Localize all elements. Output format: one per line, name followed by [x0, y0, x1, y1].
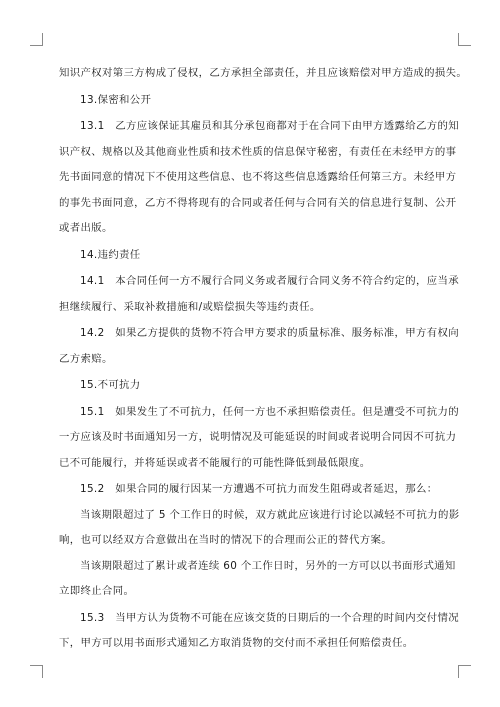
- paragraph-line: 知识产权对第三方构成了侵权，乙方承担全部责任，并且应该赔偿对甲方造成的损失。: [59, 67, 468, 79]
- clause-15-2-line: 当该期限超过了 5 个工作日的时候，双方就此应该进行讨论以减轻不可抗力的影: [80, 508, 460, 521]
- clause-15-1-line: 已不可能履行，并将延误或者不能履行的可能性降低到最低限度。: [59, 456, 371, 469]
- clause-15-3-line: 15.3 当甲方认为货物不可能在应该交货的日期后的一个合理的时间内交付情况: [80, 611, 459, 624]
- clause-15-2-line: 15.2 如果合同的履行因某一方遭遇不可抗力而发生阻碍或者延迟，那么：: [80, 483, 438, 495]
- clause-15-2-line: 立即终止合同。: [59, 585, 135, 597]
- clause-14-2-line: 乙方索赔。: [59, 352, 113, 365]
- crop-mark-bottom-right: [458, 665, 471, 678]
- clause-14-2-line: 14.2 如果乙方提供的货物不符合甲方要求的质量标准、服务标准，甲方有权向: [80, 327, 459, 339]
- section-heading-breach: 14.违约责任: [80, 248, 141, 261]
- clause-15-2-line: 响，也可以经双方合意做出在当时的情况下的合理而公正的替代方案。: [59, 534, 392, 546]
- clause-14-1-line: 14.1 本合同任何一方不履行合同义务或者履行合同义务不符合约定的，应当承: [80, 275, 459, 287]
- crop-mark-bottom-left: [30, 665, 43, 678]
- crop-mark-top-left: [30, 33, 43, 46]
- clause-13-1-line: 或者出版。: [59, 222, 113, 234]
- clause-15-1-line: 15.1 如果发生了不可抗力，任何一方也不承担赔偿责任。但是遭受不可抗力的: [80, 405, 459, 418]
- clause-13-1-line: 识产权、规格以及其他商业性质和技术性质的信息保守秘密，有责任在未经甲方的事: [59, 145, 457, 158]
- clause-13-1-line: 先书面同意的情况下不使用这些信息、也不将这些信息透露给任何第三方。未经甲方: [59, 171, 457, 183]
- clause-15-1-line: 一方应该及时书面通知另一方，说明情况及可能延误的时间或者说明合同因不可抗力: [59, 431, 457, 443]
- section-heading-force-majeure: 15.不可抗力: [80, 379, 141, 391]
- clause-13-1-line: 13.1 乙方应该保证其雇员和其分承包商都对于在合同下由甲方透露给乙方的知: [80, 120, 459, 132]
- clause-14-1-line: 担继续履行、采取补救措施和/或赔偿损失等违约责任。: [59, 300, 321, 313]
- section-heading-confidentiality: 13.保密和公开: [80, 93, 152, 106]
- clause-15-2-line: 当该期限超过了累计或者连续 60 个工作日时，另外的一方可以以书面形式通知: [80, 559, 456, 572]
- crop-mark-top-right: [458, 33, 471, 46]
- clause-15-3-line: 下，甲方可以用书面形式通知乙方取消货物的交付而不承担任何赔偿责任。: [59, 637, 414, 649]
- clause-13-1-line: 的事先书面同意，乙方不得将现有的合同或者任何与合同有关的信息进行复制、公开: [59, 196, 457, 209]
- document-body: [59, 66, 468, 650]
